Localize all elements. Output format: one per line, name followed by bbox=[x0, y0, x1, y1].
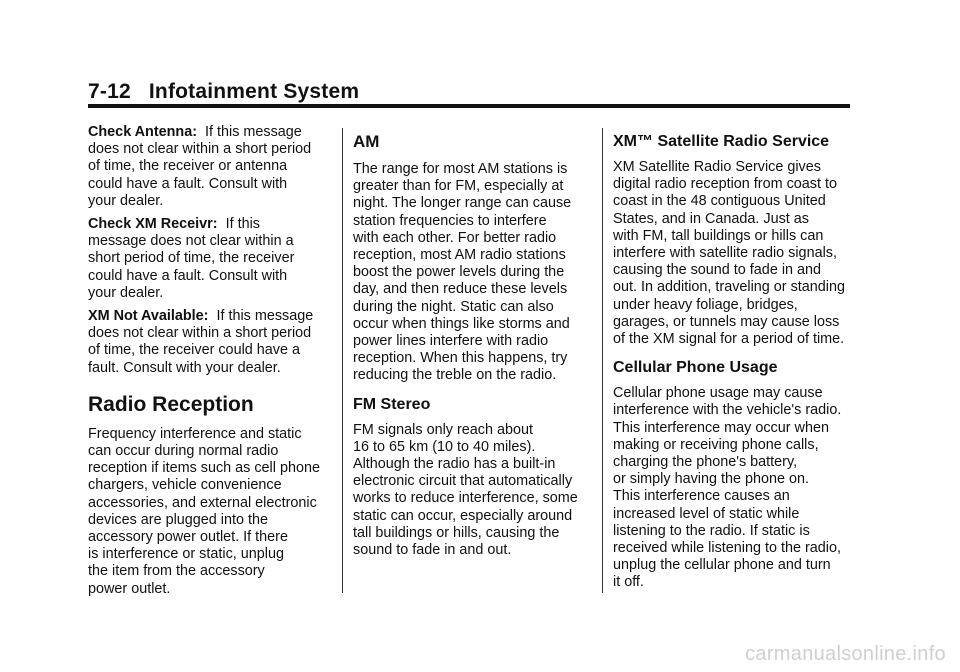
header-title-row bbox=[88, 80, 359, 104]
paragraph-line: power lines interfere with radio bbox=[353, 333, 549, 350]
paragraph-line: of time, the receiver could have a bbox=[88, 342, 300, 359]
am-paragraph bbox=[353, 161, 593, 385]
paragraph-line: interference with the vehicle's radio. bbox=[613, 402, 842, 419]
paragraph-line: Cellular phone usage may cause bbox=[613, 385, 823, 402]
watermark: carmanualsonline.info bbox=[745, 643, 946, 665]
section-heading-am: AM bbox=[353, 132, 380, 151]
page-header bbox=[88, 80, 850, 112]
paragraph-line: tall buildings or hills, causing the bbox=[353, 524, 560, 541]
paragraph-line: is interference or static, unplug bbox=[88, 546, 284, 563]
paragraph-line: If this message bbox=[205, 124, 302, 140]
paragraph-line: works to reduce interference, some bbox=[353, 490, 578, 507]
paragraph-line: Although the radio has a built-in bbox=[353, 456, 556, 473]
paragraph-line: static can occur, especially around bbox=[353, 507, 573, 524]
paragraph-line: under heavy foliage, bridges, bbox=[613, 296, 798, 313]
check-antenna-paragraph bbox=[88, 124, 332, 210]
paragraph-line: day, and then reduce these levels bbox=[353, 281, 568, 298]
paragraph-line: causing the sound to fade in and bbox=[613, 262, 822, 279]
paragraph-line: increased level of static while bbox=[613, 505, 800, 522]
paragraph-line: reception, most AM radio stations bbox=[353, 247, 566, 264]
paragraph-line: of the XM signal for a period of time. bbox=[613, 331, 845, 348]
paragraph-line: unplug the cellular phone and turn bbox=[613, 557, 831, 574]
paragraph-line: coast in the 48 contiguous United bbox=[613, 193, 826, 210]
paragraph-line: This interference may occur when bbox=[613, 419, 829, 436]
subsection-heading-xm-satellite: XM™ Satellite Radio Service bbox=[613, 133, 830, 150]
page-number: 7-12 bbox=[88, 80, 131, 103]
paragraph-line: If this message bbox=[216, 308, 314, 325]
paragraph-line: States, and in Canada. Just as bbox=[613, 210, 809, 227]
subsection-heading-cellular-phone: Cellular Phone Usage bbox=[613, 359, 778, 377]
paragraph-line: Frequency interference and static bbox=[88, 425, 302, 442]
cellular-phone-paragraph bbox=[613, 385, 858, 591]
paragraph-line: boost the power levels during the bbox=[353, 264, 565, 281]
column-middle bbox=[353, 132, 593, 565]
paragraph-line: accessories, and external electronic bbox=[88, 494, 317, 511]
paragraph-line: it off. bbox=[613, 574, 644, 591]
paragraph-line: chargers, vehicle convenience bbox=[88, 477, 282, 494]
paragraph-line: FM signals only reach about bbox=[353, 421, 533, 438]
paragraph-line: 16 to 65 km (10 to 40 miles). bbox=[353, 438, 536, 455]
paragraph-line: or simply having the phone on. bbox=[613, 471, 809, 488]
term-check-antenna: Check Antenna: bbox=[88, 124, 198, 140]
paragraph-line: can occur during normal radio bbox=[88, 443, 279, 460]
paragraph-line: power outlet. bbox=[88, 580, 171, 597]
paragraph-line: station frequencies to interfere bbox=[353, 212, 547, 229]
paragraph-line: The range for most AM stations is bbox=[353, 161, 568, 177]
paragraph-line: the item from the accessory bbox=[88, 563, 265, 580]
term-xm-not-available: XM Not Available: bbox=[88, 308, 209, 325]
section-heading-radio-reception: Radio Reception bbox=[88, 392, 254, 416]
column-right bbox=[613, 132, 858, 598]
paragraph-line: occur when things like storms and bbox=[353, 315, 570, 332]
paragraph-line: garages, or tunnels may cause loss bbox=[613, 313, 840, 330]
paragraph-line: listening to the radio. If static is bbox=[613, 522, 810, 539]
paragraph-line: electronic circuit that automatically bbox=[353, 473, 573, 490]
column-divider bbox=[602, 128, 603, 593]
xm-satellite-paragraph bbox=[613, 159, 858, 348]
paragraph-line: accessory power outlet. If there bbox=[88, 529, 288, 546]
paragraph-line: out. In addition, traveling or standing bbox=[613, 279, 845, 296]
paragraph-line: making or receiving phone calls, bbox=[613, 436, 819, 453]
paragraph-line: reducing the treble on the radio. bbox=[353, 367, 557, 384]
paragraph-line: with each other. For better radio bbox=[353, 229, 557, 246]
paragraph-line: your dealer. bbox=[88, 284, 164, 301]
paragraph-line: charging the phone's battery, bbox=[613, 454, 798, 471]
paragraph-line: your dealer. bbox=[88, 192, 164, 209]
paragraph-line: does not clear within a short period bbox=[88, 141, 312, 158]
radio-reception-paragraph bbox=[88, 426, 332, 598]
paragraph-line: message does not clear within a bbox=[88, 233, 294, 250]
paragraph-line: If this bbox=[225, 216, 260, 233]
paragraph-line: could have a fault. Consult with bbox=[88, 175, 288, 192]
paragraph-line: greater than for FM, especially at bbox=[353, 178, 564, 195]
paragraph-line: received while listening to the radio, bbox=[613, 540, 841, 557]
paragraph-line: short period of time, the receiver bbox=[88, 250, 295, 267]
xm-not-available-paragraph bbox=[88, 308, 332, 377]
paragraph-line: XM Satellite Radio Service gives bbox=[613, 159, 821, 175]
subsection-heading-fm-stereo: FM Stereo bbox=[353, 395, 431, 413]
paragraph-line: This interference causes an bbox=[613, 488, 790, 505]
term-check-xm-receiver: Check XM Receivr: bbox=[88, 216, 218, 233]
paragraph-line: does not clear within a short period bbox=[88, 325, 312, 342]
paragraph-line: could have a fault. Consult with bbox=[88, 267, 288, 284]
header-rule bbox=[88, 104, 850, 108]
check-xm-receiver-paragraph bbox=[88, 216, 332, 302]
paragraph-line: during the night. Static can also bbox=[353, 298, 554, 315]
paragraph-line: interfere with satellite radio signals, bbox=[613, 245, 837, 262]
paragraph-line: of time, the receiver or antenna bbox=[88, 158, 288, 175]
column-left bbox=[88, 124, 332, 604]
paragraph-line: night. The longer range can cause bbox=[353, 195, 572, 212]
paragraph-line: fault. Consult with your dealer. bbox=[88, 359, 281, 376]
paragraph-line: reception. When this happens, try bbox=[353, 350, 568, 367]
paragraph-line: sound to fade in and out. bbox=[353, 542, 512, 559]
column-divider bbox=[342, 128, 343, 593]
paragraph-line: digital radio reception from coast to bbox=[613, 176, 837, 193]
fm-stereo-paragraph bbox=[353, 422, 593, 560]
chapter-title: Infotainment System bbox=[148, 80, 360, 103]
paragraph-line: reception if items such as cell phone bbox=[88, 460, 320, 477]
paragraph-line: with FM, tall buildings or hills can bbox=[613, 227, 824, 244]
paragraph-line: devices are plugged into the bbox=[88, 511, 269, 528]
